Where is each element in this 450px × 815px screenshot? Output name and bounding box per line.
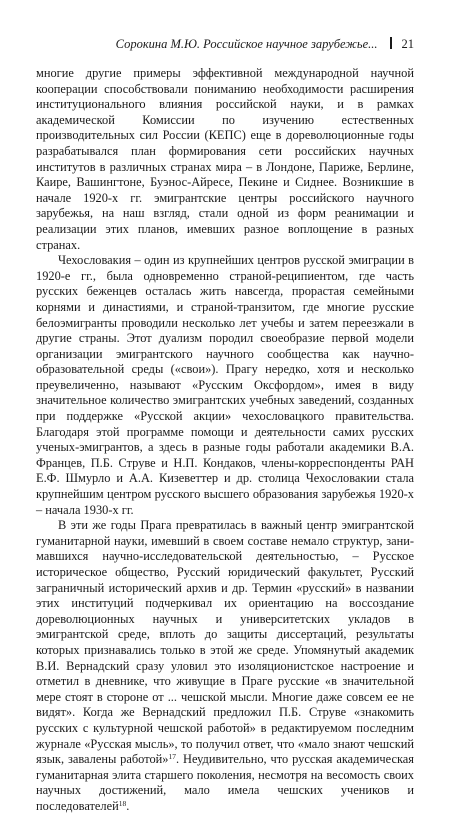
page-number: 21 (401, 37, 414, 51)
paragraph-1: многие другие примеры эффективной международной научной кооперации способствовали пониманию необходимости расширения институционального влияния российской науки, и в рамках академической Комиссии по изучению естественных производительных сил России (КЕПС) еще в дореволюционные годы разрабатывался план формирования сети российских научных институтов в различных странах мира – в Лондоне, Париже, Берлине, Каире, Вашингтоне, Буэнос-Айресе, Пекине и Сиднее. Возникшие в начале 1920-х гг. эмигрантские центры российского научного зарубежья, на наш взгляд, стали одной из форм реанимации и реализации этих планов, имевших разное воплощение в разных странах. (36, 66, 414, 252)
header-separator (390, 37, 392, 49)
running-title: Сорокина М.Ю. Российское научное зарубежье... (115, 37, 378, 51)
page-body (36, 66, 414, 815)
paragraph-3 (36, 518, 414, 814)
running-header (36, 36, 414, 52)
paragraph-3-text-end: . (126, 798, 130, 813)
paragraph-3-text-a: В эти же годы Прага превратилась в важный центр эмигрантской гуманитарной науки, имевший в своем составе немало структур, занимавшихся научно-исследовательской деятельностью, – Русское историческое общество, Русский юридический факультет, Русский заграничный исторический архив и др. Термин «русский» в названии этих институций подчеркивал их ориентацию на воссоздание дореволюционных научных и университетских укладов в эмигрантской среде, вплоть до защиты диссертаций, результаты которых признавались только в этой же среде. Упомянутый академик В.И. Вернадский сразу уловил это изоляционистское настроение и отметил в дневнике, что живущие в Праге русские «в значительной мере стоят в стороне от ... чешской мысли. Многие даже совсем ее не видят». Когда же Вернадский предложил П.Б. Струве «знакомить русских с культурной чешской работой» в редактируемом последним журнале «Русская мысль», то получил ответ, что «мало знают чешский язык, завалены работой» (36, 518, 414, 767)
paragraph-2: Чехословакия – один из крупнейших центров русской эмиграции в 1920-е гг., была одновременно страной-реципиентом, где часть русских беженцев осталась жить навсегда, прорастая семейными корнями и династиями, и страной-транзитом, где многие русские белоэмигранты проводили несколько лет учебы и затем переезжали в другие страны. Этот дуализм породил своеобразие первой модели организации эмигрантского научного сообщества как научно-образовательной среды («свои»). Прагу нередко, хотя и несколько преувеличенно, называют «Русским Оксфордом», имея в виду значительное количество эмигрантских учебных заведений, созданных при поддержке «Русской акции» чехословацкого правительства. Благодаря этой программе помощи и деятельности самих русских ученых-эмигрантов, а здесь в разные годы работали академики В.А. Францев, П.Б. Струве и Н.П. Кондаков, члены-корреспонденты РАН Е.Ф. Шмурло и А.А. Кизеветтер и др. столица Чехословакии стала крупнейшим центром русского высшего образования зарубежья 1920-х – начала 1930-х гг. (36, 253, 414, 517)
paragraph-3-text-b: . Неудивительно, что русская академическая гуманитарная элита старшего поколения, несмотря на весомость своих научных достижений, мало имела чешских учеников и последователей (36, 752, 414, 813)
footnote-ref-17[interactable]: 17 (168, 752, 176, 762)
footnote-ref-18[interactable]: 18 (118, 798, 127, 808)
